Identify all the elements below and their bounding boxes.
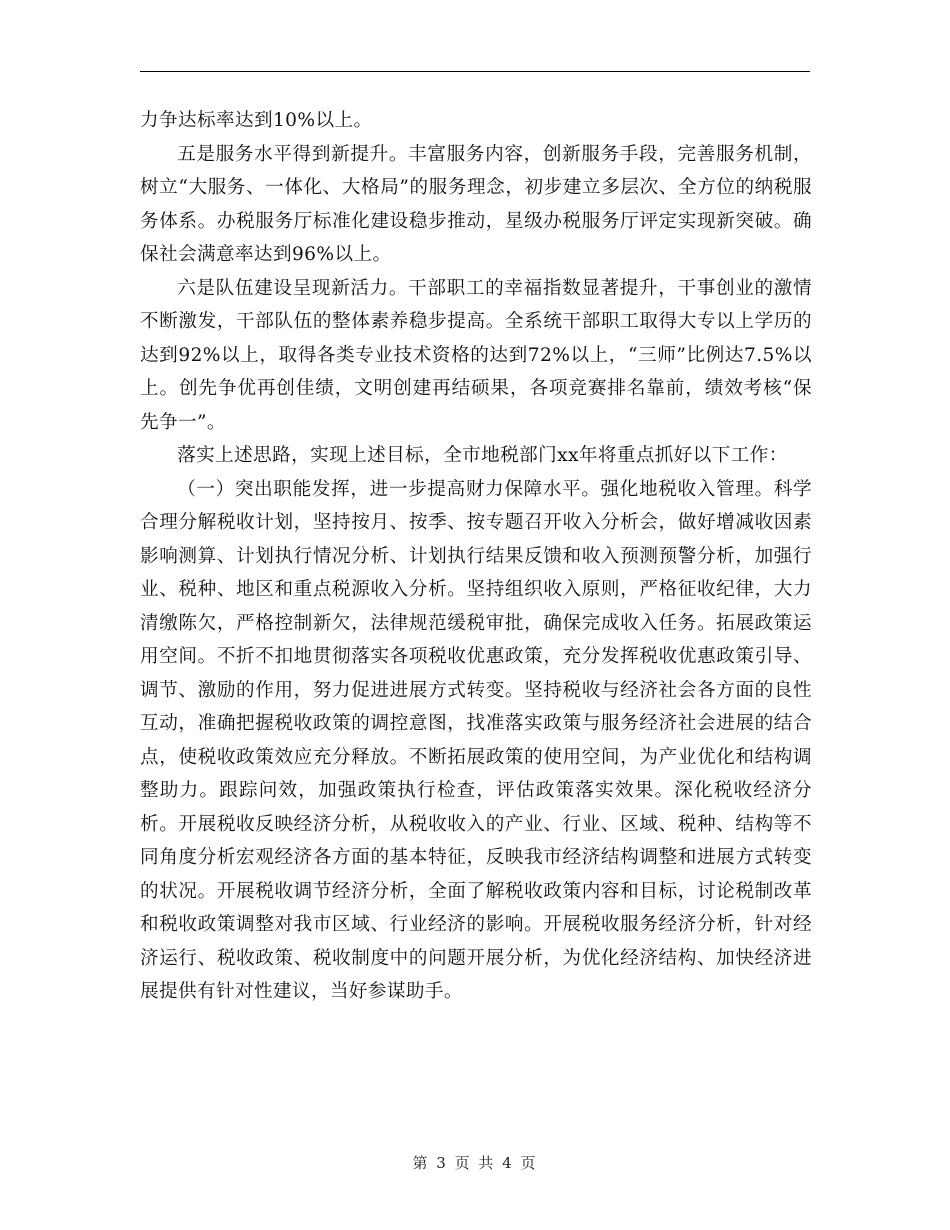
paragraph-key-tasks-intro: 落实上述思路，实现上述目标，全市地税部门xx年将重点抓好以下工作： bbox=[177, 445, 788, 466]
header-rule bbox=[140, 71, 810, 72]
document-body bbox=[140, 104, 812, 1009]
paragraph-team-building: 六是队伍建设呈现新活力。干部职工的幸福指数显著提升，干事创业的激情不断激发，干部队伍的整体素养稳步提高。全系统干部职工取得大专以上学历的达到92%以上，取得各类专业技术资格的达到72%以上，“三师”比例达7.5%以上。创先争优再创佳绩，文明创建再结硕果，各项竞赛排名靠前，绩效考核“保先争一”。 bbox=[140, 277, 812, 433]
paragraph-continuation: 力争达标率达到10%以上。 bbox=[140, 110, 373, 131]
paragraph-section-one: （一）突出职能发挥，进一步提高财力保障水平。强化地税收入管理。科学合理分解税收计划，坚持按月、按季、按专题召开收入分析会，做好增减收因素影响测算、计划执行情况分析、计划执行结果反馈和收入预测预警分析，加强行业、税种、地区和重点税源收入分析。坚持组织收入原则，严格征收纪律，大力清缴陈欠，严格控制新欠，法律规范缓税审批，确保完成收入任务。拓展政策运用空间。不折不扣地贯彻落实各项税收优惠政策，充分发挥税收优惠政策引导、调节、激励的作用，努力促进进展方式转变。坚持税收与经济社会各方面的良性互动，准确把握税收政策的调控意图，找准落实政策与服务经济社会进展的结合点，使税收政策效应充分释放。不断拓展政策的使用空间，为产业优化和结构调整助力。跟踪问效，加强政策执行检查，评估政策落实效果。深化税收经济分析。开展税收反映经济分析，从税收收入的产业、行业、区域、税种、结构等不同角度分析宏观经济各方面的基本特征，反映我市经济结构调整和进展方式转变的状况。开展税收调节经济分析，全面了解税收政策内容和目标，讨论税制改革和税收政策调整对我市区域、行业经济的影响。开展税收服务经济分析，针对经济运行、税收政策、税收制度中的问题开展分析，为优化经济结构、加快经济进展提供有针对性建议，当好参谋助手。 bbox=[140, 478, 812, 1002]
paragraph-service-level: 五是服务水平得到新提升。丰富服务内容，创新服务手段，完善服务机制，树立“大服务、一体化、大格局”的服务理念，初步建立多层次、全方位的纳税服务体系。办税服务厅标准化建设稳步推动，星级办税服务厅评定实现新突破。确保社会满意率达到96%以上。 bbox=[140, 143, 812, 265]
page-number-footer: 第 3 页 共 4 页 bbox=[412, 1154, 538, 1172]
